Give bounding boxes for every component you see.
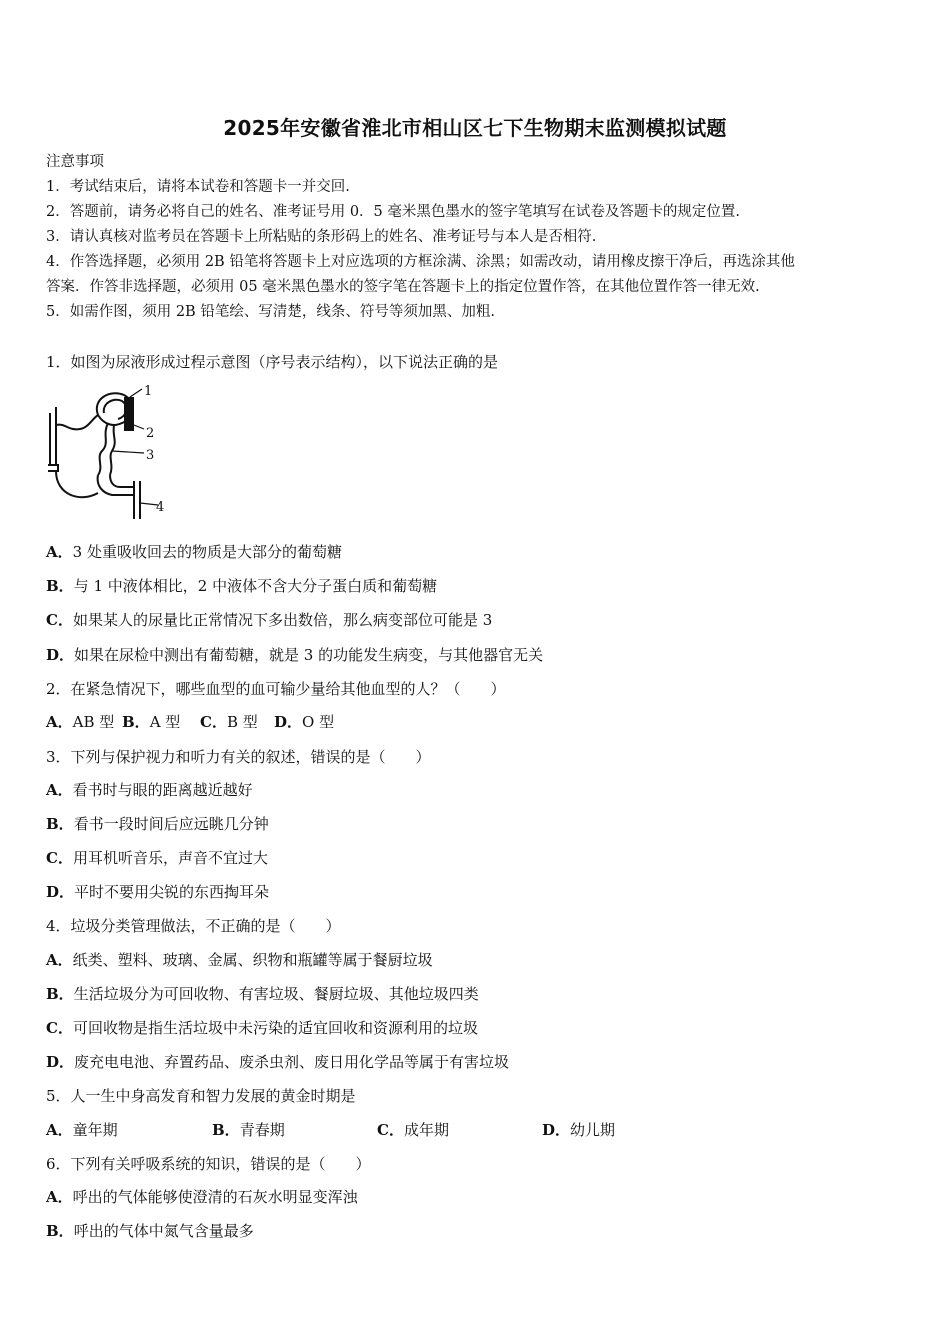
option-row [46,1018,478,1038]
option-text: AB 型 [72,713,115,731]
option-label: D． [46,646,75,664]
option-text: A 型 [149,713,181,731]
option-label: B． [46,1222,74,1240]
question-stem: 2．在紧急情况下，哪些血型的血可输少量给其他血型的人？（ ） [46,680,506,698]
option-text: O 型 [302,713,335,731]
option-text: 可回收物是指生活垃圾中未污染的适宜回收和资源利用的垃圾 [72,1019,478,1037]
option-label: A． [46,543,73,561]
option-label: D． [46,1053,75,1071]
option-text: 废充电电池、弃置药品、废杀虫剂、废日用化学品等属于有害垃圾 [74,1053,510,1071]
option-row [46,882,269,902]
option-label: B． [122,713,150,731]
option-text: 平时不要用尖锐的东西掏耳朵 [74,883,270,901]
option-row [46,610,492,630]
option-row [46,1052,509,1072]
question-stem: 5．人一生中身高发育和智力发展的黄金时期是 [46,1087,356,1105]
option-label: D． [274,713,303,731]
option-text: 幼儿期 [570,1121,616,1139]
option-text: 呼出的气体能够使澄清的石灰水明显变浑浊 [72,1188,358,1206]
option-label: B． [46,815,74,833]
option-label: A． [46,1188,73,1206]
option-row [46,576,437,596]
notice-item: 3．请认真核对监考员在答题卡上所粘贴的条形码上的姓名、准考证号与本人是否相符. [46,229,597,245]
option-text: 青春期 [239,1121,285,1139]
option-row [46,848,268,868]
option-row [46,780,253,800]
option-row [46,950,433,970]
notice-item: 答案．作答非选择题，必须用 05 毫米黑色墨水的签字笔在答题卡上的指定位置作答，在其他位置作答一律无效. [46,279,760,295]
question-stem: 3．下列与保护视力和听力有关的叙述，错误的是（ ） [46,748,431,766]
option-row [46,1221,254,1241]
option-label: A． [46,1121,73,1139]
question-stem: 1．如图为尿液形成过程示意图（序号表示结构），以下说法正确的是 [46,353,499,371]
option-label: A． [46,951,73,969]
option-text: 如果在尿检中测出有葡萄糖，就是 3 的功能发生病变，与其他器官无关 [74,646,544,664]
option-text: 生活垃圾分为可回收物、有害垃圾、餐厨垃圾、其他垃圾四类 [73,985,479,1003]
option-label: D． [542,1121,571,1139]
figure-label: 3 [146,448,155,463]
page-title: 2025年安徽省淮北市相山区七下生物期末监测模拟试题 [223,116,727,140]
option-label: D． [46,883,75,901]
option-label: B． [46,985,74,1003]
option-text: 用耳机听音乐，声音不宜过大 [72,849,268,867]
option-label: C． [46,849,73,867]
nephron-diagram [40,385,170,525]
option-text: 呼出的气体中氮气含量最多 [73,1222,254,1240]
option-row [46,542,342,562]
figure-label: 2 [146,426,155,441]
option-text: 童年期 [72,1121,118,1139]
option-text: 如果某人的尿量比正常情况下多出数倍，那么病变部位可能是 3 [72,611,493,629]
option-text: 成年期 [403,1121,449,1139]
notice-item: 2．答题前，请务必将自己的姓名、准考证号用 0．5 毫米黑色墨水的签字笔填写在试卷及答题卡的规定位置. [46,204,740,220]
figure-label: 1 [144,385,153,399]
option-row [46,814,269,834]
figure-label: 4 [156,500,165,515]
option-text: 3 处重吸收回去的物质是大部分的葡萄糖 [72,543,342,561]
option-label: A． [46,781,73,799]
notice-heading: 注意事项 [46,154,104,170]
option-text: 纸类、塑料、玻璃、金属、织物和瓶罐等属于餐厨垃圾 [72,951,433,969]
notice-item: 5．如需作图，须用 2B 铅笔绘、写清楚，线条、符号等须加黑、加粗. [46,304,495,320]
option-text: 看书一段时间后应远眺几分钟 [73,815,269,833]
option-label: A． [46,713,73,731]
option-text: 看书时与眼的距离越近越好 [72,781,253,799]
option-text: B 型 [226,713,258,731]
option-label: C． [46,611,73,629]
option-label: C． [377,1121,404,1139]
option-label: B． [212,1121,240,1139]
option-text: 与 1 中液体相比，2 中液体不含大分子蛋白质和葡萄糖 [73,577,438,595]
option-row [46,984,479,1004]
option-label: C． [200,713,227,731]
option-label: C． [46,1019,73,1037]
option-label: B． [46,577,74,595]
notice-item: 4．作答选择题，必须用 2B 铅笔将答题卡上对应选项的方框涂满、涂黑；如需改动，请用橡皮擦干净后，再选涂其他 [46,254,795,270]
notice-item: 1．考试结束后，请将本试卷和答题卡一并交回. [46,179,350,195]
question-stem: 6．下列有关呼吸系统的知识，错误的是（ ） [46,1155,371,1173]
option-row [46,645,543,665]
question-stem: 4．垃圾分类管理做法，不正确的是（ ） [46,917,341,935]
option-row [46,1187,358,1207]
